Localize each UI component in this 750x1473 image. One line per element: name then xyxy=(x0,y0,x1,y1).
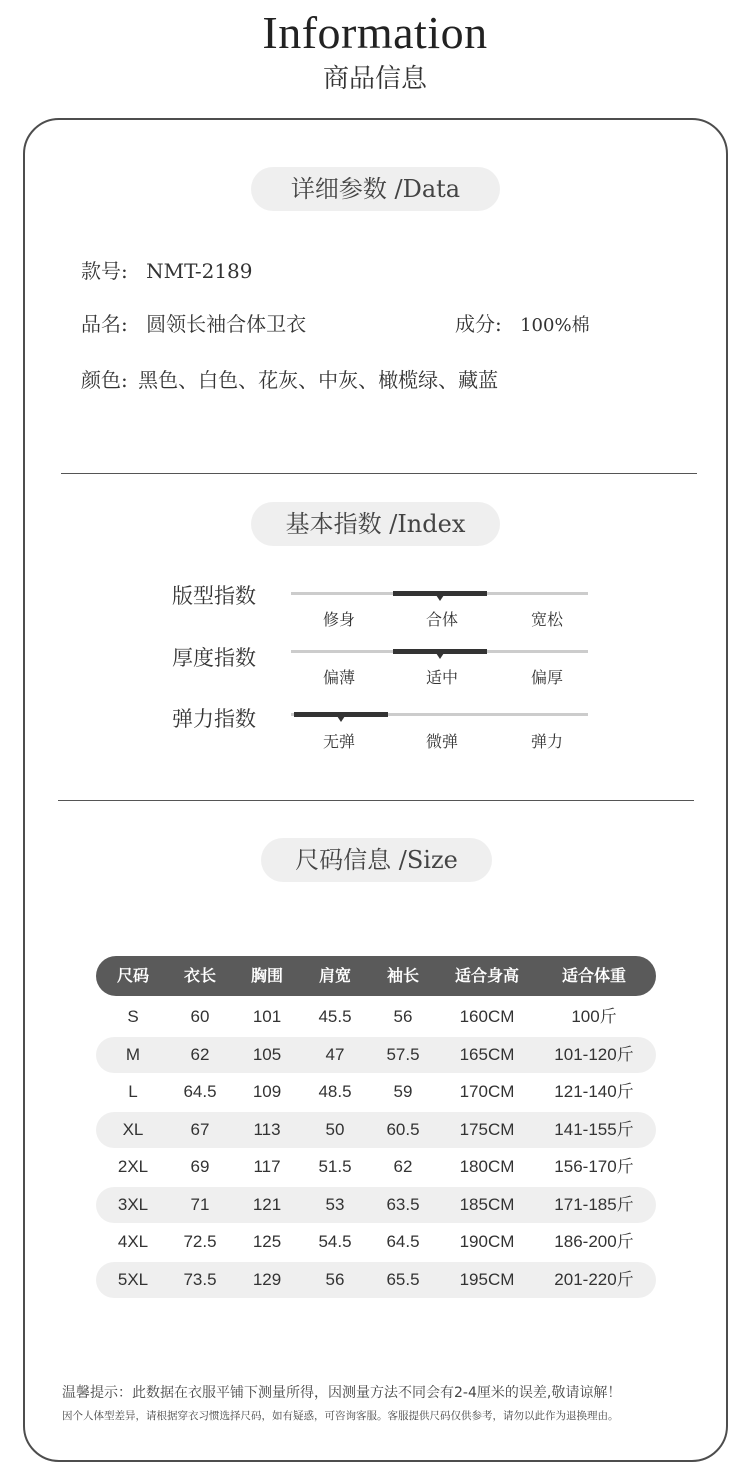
table-cell: 129 xyxy=(252,1270,282,1289)
name-row xyxy=(81,308,306,337)
table-cell: 2XL xyxy=(117,1157,149,1176)
size-disclaimer: 因个人体型差异，请根据穿衣习惯选择尺码，如有疑惑，可咨询客服。客服提供尺码仅供参考，请勿以此作为退换理由。 xyxy=(62,1410,619,1422)
fit-index-indicator xyxy=(393,591,487,596)
model-value: NMT-2189 xyxy=(146,259,253,283)
index-section-title: 基本指数 /Index xyxy=(251,502,500,546)
thickness-option-medium: 适中 xyxy=(425,668,458,687)
table-row xyxy=(96,1149,656,1185)
table-cell: 60.5 xyxy=(386,1120,420,1139)
page-subtitle: 商品信息 xyxy=(322,64,427,94)
fit-option-regular: 合体 xyxy=(425,610,458,629)
material-label: 成分: xyxy=(455,312,502,336)
table-cell: 186-200斤 xyxy=(554,1232,634,1251)
table-cell: 67 xyxy=(190,1120,210,1139)
name-value: 圆领长袖合体卫衣 xyxy=(146,312,307,336)
table-cell: 51.5 xyxy=(318,1157,352,1176)
table-cell: 69 xyxy=(190,1157,210,1176)
table-cell: 156-170斤 xyxy=(554,1157,634,1176)
model-row xyxy=(81,255,253,284)
table-cell: M xyxy=(125,1045,141,1064)
section-divider xyxy=(61,473,697,474)
name-label: 品名: xyxy=(81,312,128,336)
table-row xyxy=(96,1074,656,1110)
table-cell: 62 xyxy=(393,1157,413,1176)
table-row xyxy=(96,1187,656,1223)
stretch-index-track xyxy=(291,713,588,716)
fit-option-slim: 修身 xyxy=(322,610,355,629)
table-cell: 48.5 xyxy=(318,1082,352,1101)
table-cell: 62 xyxy=(190,1045,210,1064)
model-label: 款号: xyxy=(81,259,128,283)
table-cell: 201-220斤 xyxy=(554,1270,634,1289)
stretch-index-indicator xyxy=(294,712,388,717)
table-cell: 109 xyxy=(252,1082,282,1101)
table-cell: 72.5 xyxy=(183,1232,217,1251)
table-cell: 63.5 xyxy=(386,1195,420,1214)
table-cell: 73.5 xyxy=(183,1270,217,1289)
column-header: 肩宽 xyxy=(318,966,351,985)
table-cell: 59 xyxy=(393,1082,413,1101)
table-cell: 113 xyxy=(253,1120,281,1139)
table-cell: 56 xyxy=(393,1007,413,1026)
table-cell: 100斤 xyxy=(571,1007,617,1026)
table-cell: XL xyxy=(122,1120,144,1139)
page-title: Information xyxy=(262,7,488,58)
thickness-index-track xyxy=(291,650,588,653)
table-cell: 141-155斤 xyxy=(554,1120,634,1139)
stretch-option-none: 无弹 xyxy=(322,732,355,751)
column-header: 胸围 xyxy=(250,966,283,985)
column-header: 适合身高 xyxy=(454,966,519,985)
thickness-option-thick: 偏厚 xyxy=(530,668,563,687)
table-cell: 64.5 xyxy=(183,1082,217,1101)
column-header: 衣长 xyxy=(183,966,216,985)
table-cell: 45.5 xyxy=(318,1007,352,1026)
table-row xyxy=(96,1262,656,1298)
column-header: 适合体重 xyxy=(561,966,626,985)
stretch-option-slight: 微弹 xyxy=(425,732,458,751)
table-cell: 54.5 xyxy=(318,1232,352,1251)
section-divider xyxy=(58,800,694,801)
table-cell: 101-120斤 xyxy=(554,1045,634,1064)
thickness-option-thin: 偏薄 xyxy=(322,668,355,687)
table-cell: 5XL xyxy=(117,1270,149,1289)
table-cell: 101 xyxy=(252,1007,282,1026)
color-value: 黑色、白色、花灰、中灰、橄榄绿、藏蓝 xyxy=(138,368,499,392)
table-cell: 47 xyxy=(325,1045,345,1064)
table-row xyxy=(96,1037,656,1073)
table-cell: 3XL xyxy=(117,1195,149,1214)
table-row xyxy=(96,1224,656,1260)
table-cell: 57.5 xyxy=(386,1045,420,1064)
material-value: 100%棉 xyxy=(520,315,590,336)
table-cell: 50 xyxy=(325,1120,345,1139)
table-cell: 65.5 xyxy=(386,1270,420,1289)
table-cell: 117 xyxy=(253,1157,281,1176)
table-cell: 175CM xyxy=(459,1120,515,1139)
table-cell: 195CM xyxy=(459,1270,515,1289)
table-row xyxy=(96,999,656,1035)
table-cell: 160CM xyxy=(459,1007,515,1026)
table-cell: 180CM xyxy=(459,1157,515,1176)
table-cell: 60 xyxy=(190,1007,210,1026)
table-cell: 125 xyxy=(252,1232,282,1251)
table-cell: 56 xyxy=(325,1270,345,1289)
material-row xyxy=(455,308,590,337)
table-cell: 53 xyxy=(325,1195,345,1214)
thickness-index-label: 厚度指数 xyxy=(172,646,256,670)
table-cell: 121 xyxy=(252,1195,282,1214)
table-cell: S xyxy=(127,1007,139,1026)
data-section-title: 详细参数 /Data xyxy=(251,167,500,211)
color-row xyxy=(81,364,498,393)
table-cell: 170CM xyxy=(459,1082,515,1101)
table-cell: 105 xyxy=(252,1045,282,1064)
table-row xyxy=(96,1112,656,1148)
table-cell: 171-185斤 xyxy=(554,1195,634,1214)
column-header: 袖长 xyxy=(386,966,419,985)
table-cell: 64.5 xyxy=(386,1232,420,1251)
fit-index-label: 版型指数 xyxy=(172,584,256,608)
measurement-tip: 温馨提示：此数据在衣服平铺下测量所得，因测量方法不同会有2-4厘米的误差,敬请谅解！ xyxy=(62,1385,622,1401)
thickness-index-indicator xyxy=(393,649,487,654)
table-cell: 190CM xyxy=(459,1232,515,1251)
stretch-option-stretchy: 弹力 xyxy=(530,732,563,751)
color-label: 颜色: xyxy=(81,368,128,392)
fit-index-track xyxy=(291,592,588,595)
table-cell: 4XL xyxy=(117,1232,149,1251)
size-section-title: 尺码信息 /Size xyxy=(261,838,492,882)
table-cell: 165CM xyxy=(459,1045,515,1064)
stretch-index-label: 弹力指数 xyxy=(172,707,256,731)
fit-option-loose: 宽松 xyxy=(530,610,563,629)
table-cell: 71 xyxy=(190,1195,210,1214)
table-cell: 121-140斤 xyxy=(554,1082,634,1101)
size-table-header xyxy=(96,956,656,996)
column-header: 尺码 xyxy=(116,966,149,985)
table-cell: L xyxy=(128,1082,138,1101)
table-cell: 185CM xyxy=(459,1195,515,1214)
